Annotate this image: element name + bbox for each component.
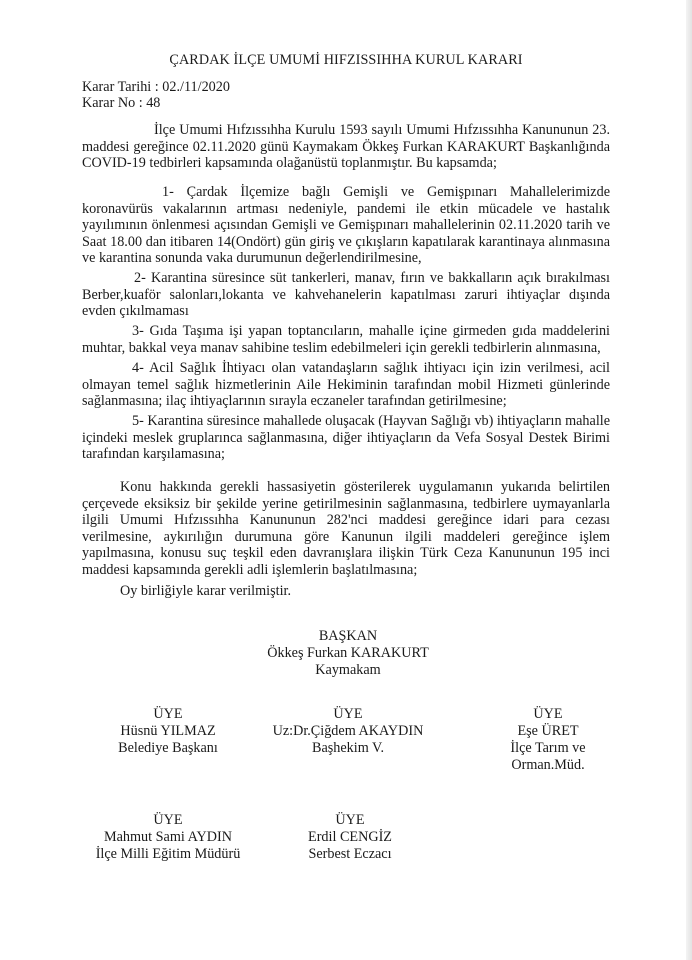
member-signature-2 [258, 706, 438, 757]
member-title: Belediye Başkanı [118, 740, 218, 756]
decision-item-3: 3- Gıda Taşıma işi yapan toptancıların, mahalle içine girmeden gıda maddelerini muhtar, bakkal veya manav sahibine teslim edebilmeleri için gerekli tedbirlerin alınmasına, [82, 323, 610, 356]
member-role: ÜYE [153, 812, 183, 828]
member-signature-3 [478, 706, 618, 774]
member-title: Serbest Eczacı [308, 846, 392, 862]
president-title: Kaymakam [315, 662, 381, 678]
member-signature-4 [78, 812, 258, 863]
member-name: Erdil CENGİZ [308, 829, 392, 845]
member-name: Hüsnü YILMAZ [120, 723, 216, 739]
member-role: ÜYE [333, 706, 363, 722]
intro-paragraph: İlçe Umumi Hıfzıssıhha Kurulu 1593 sayılı Umumi Hıfzıssıhha Kanununun 23. maddesi gereğince 02.11.2020 günü Kaymakam Ökkeş Furkan KARAKURT Başkanlığında COVID-19 tedbirleri kapsamında olağanüstü toplanmıştır. Bu kapsamda; [82, 122, 610, 171]
member-title: İlçe Tarım ve [510, 740, 586, 756]
decision-item-2: 2- Karantina süresince süt tankerleri, manav, fırın ve bakkalların açık bırakılması Berber,kuaför salonları,lokanta ve kahvehanelerin kapatılması zaruri ihtiyaçlar dışında evden çıkılmaması [82, 270, 610, 319]
page-edge-shadow [686, 0, 692, 960]
decision-item-1: 1- Çardak İlçemize bağlı Gemişli ve Gemişpınarı Mahallelerimizde koronavürüs vakalarının artması nedeniyle, pandemi ile etkin mücadele ve hastalık yayılımının önlenmesi açısından Gemişli ve Gemişpınarı mahallelerinin 02.11.2020 tarih ve Saat 18.00 dan itibaren 14(Ondört) gün giriş ve çıkışların kapatılarak karantinaya alınmasına ve karantina sonunda vaka durumunun değerlendirilmesine, [82, 184, 610, 266]
decision-item-4: 4- Acil Sağlık İhtiyacı olan vatandaşların sağlık ihtiyacı için izin verilmesi, acil olmayan temel sağlık hizmetlerinin Aile Hekiminin tarafından mobil Hizmeti günlerinde sağlanmasına; ilaç ihtiyaçlarının sırayla eczaneler tarafından getirilmesine; [82, 360, 610, 409]
president-signature [248, 628, 448, 679]
member-title-line-2: Orman.Müd. [511, 757, 585, 773]
member-signature-5 [280, 812, 420, 863]
closing-paragraph: Konu hakkında gerekli hassasiyetin gösterilerek uygulamanın yukarıda belirtilen çerçevede eksiksiz bir şekilde yerine getirilmesinin sağlanmasına, tedbirlere uymayanlarla ilgili Umumi Hıfzıssıhha Kanununun 282'nci maddesi gereğince idari para cezası verilmesine, aykırılığın durumuna göre Kanunun ilgili maddeleri gereğince işlem yapılmasına, konusu suç teşkil eden davranışlara ilişkin Türk Ceza Kanununun 195 inci maddesi kapsamında gerekli adli işlemlerin başlatılmasına; [82, 479, 610, 578]
president-name: Ökkeş Furkan KARAKURT [267, 645, 429, 661]
member-name: Uz:Dr.Çiğdem AKAYDIN [272, 723, 424, 739]
member-role: ÜYE [533, 706, 563, 722]
document-title: ÇARDAK İLÇE UMUMİ HIFZISSIHHA KURUL KARARI [169, 52, 523, 68]
member-role: ÜYE [335, 812, 365, 828]
member-name: Eşe ÜRET [517, 723, 579, 739]
decision-date: Karar Tarihi : 02./11/2020 [82, 79, 230, 95]
member-role: ÜYE [153, 706, 183, 722]
unanimous-statement: Oy birliğiyle karar verilmiştir. [120, 583, 291, 599]
president-role: BAŞKAN [318, 628, 378, 644]
member-name: Mahmut Sami AYDIN [104, 829, 232, 845]
member-title: İlçe Milli Eğitim Müdürü [95, 846, 241, 862]
decision-item-5: 5- Karantina süresince mahallede oluşacak (Hayvan Sağlığı vb) ihtiyaçların mahalle içindeki meslek gruplarınca sağlanmasına, diğer ihtiyaçların da Vefa Sosyal Destek Birimi tarafından karşılamasına; [82, 413, 610, 462]
member-signature-1 [88, 706, 248, 757]
decision-number: Karar No : 48 [82, 95, 161, 111]
member-title: Başhekim V. [312, 740, 384, 756]
